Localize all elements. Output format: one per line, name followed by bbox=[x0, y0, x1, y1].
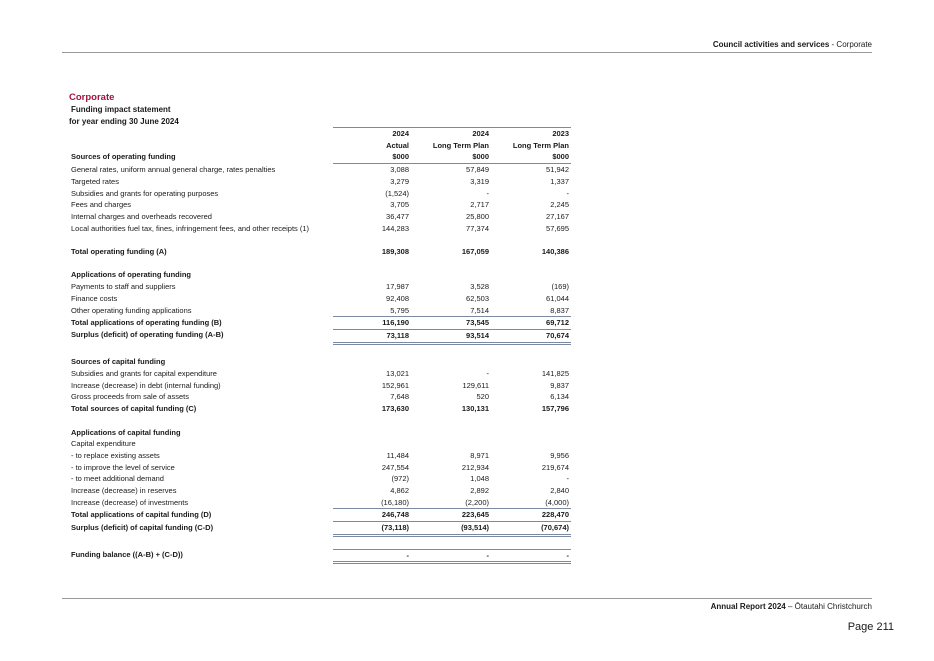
col2-unit: $000 bbox=[411, 151, 491, 163]
cell-value: 212,934 bbox=[461, 462, 489, 472]
cell-value: 77,374 bbox=[466, 223, 489, 233]
page-title: Corporate bbox=[69, 92, 115, 103]
cell-value: 27,167 bbox=[546, 211, 569, 221]
cell-value: - bbox=[566, 474, 569, 484]
table-row bbox=[69, 509, 571, 522]
spacer-row bbox=[69, 535, 571, 549]
table-row bbox=[69, 438, 571, 450]
table-row bbox=[69, 462, 571, 474]
cell-value: - bbox=[411, 549, 491, 563]
cell-value: 17,987 bbox=[386, 282, 409, 292]
row-label: Surplus (deficit) of capital funding (C-D) bbox=[71, 522, 214, 532]
cell-value: - bbox=[486, 188, 489, 198]
cell-value: 140,386 bbox=[541, 247, 569, 257]
row-label: - to improve the level of service bbox=[71, 462, 175, 472]
running-header bbox=[713, 40, 872, 49]
col2-basis: Long Term Plan bbox=[432, 140, 489, 150]
cell-value: (2,200) bbox=[411, 497, 491, 509]
cell-value: 228,470 bbox=[491, 509, 571, 522]
cell-value: (4,000) bbox=[491, 497, 571, 509]
cell-value: - bbox=[491, 549, 571, 563]
cell-value: 73,545 bbox=[411, 317, 491, 330]
row-label: Total applications of operating funding (B) bbox=[71, 317, 222, 327]
row-label: Increase (decrease) of investments bbox=[71, 497, 189, 507]
table-row bbox=[69, 176, 571, 188]
cell-value: 57,695 bbox=[546, 223, 569, 233]
cell-value: (972) bbox=[391, 474, 409, 484]
table-row bbox=[69, 199, 571, 211]
cell-value: 8,837 bbox=[491, 305, 571, 317]
cell-value: 520 bbox=[476, 392, 489, 402]
row-label: Internal charges and overheads recovered bbox=[71, 211, 212, 221]
row-label: Targeted rates bbox=[71, 176, 119, 186]
footer-report: Annual Report 2024 bbox=[710, 602, 786, 611]
cell-value: 61,044 bbox=[546, 293, 569, 303]
footer-city: – Ōtautahi Christchurch bbox=[785, 602, 872, 611]
statement-period: for year ending 30 June 2024 bbox=[69, 117, 179, 126]
row-label: Surplus (deficit) of operating funding (A-B) bbox=[71, 330, 224, 340]
cell-value: 2,840 bbox=[550, 486, 569, 496]
cell-value bbox=[491, 438, 571, 450]
statement-title: Funding impact statement bbox=[71, 105, 171, 114]
cell-value: 247,554 bbox=[381, 462, 409, 472]
cell-value: 6,134 bbox=[550, 392, 569, 402]
column-header-row-1 bbox=[69, 128, 571, 140]
cell-value: (73,118) bbox=[333, 522, 411, 536]
column-header-row-2 bbox=[69, 140, 571, 152]
cell-value: 5,795 bbox=[333, 305, 411, 317]
cell-value: 2,717 bbox=[470, 200, 489, 210]
cell-value: 13,021 bbox=[386, 369, 409, 379]
table-row bbox=[69, 403, 571, 415]
table-row bbox=[69, 305, 571, 317]
section-heading-row bbox=[69, 356, 571, 368]
row-label: - to replace existing assets bbox=[71, 450, 160, 460]
cell-value: 62,503 bbox=[466, 293, 489, 303]
cell-value: 4,862 bbox=[390, 486, 409, 496]
cell-value: - bbox=[486, 369, 489, 379]
cell-value: 3,319 bbox=[470, 176, 489, 186]
col2-year: 2024 bbox=[411, 128, 491, 140]
cell-value: (16,180) bbox=[333, 497, 411, 509]
cell-value: 93,514 bbox=[411, 329, 491, 343]
row-label: Local authorities fuel tax, fines, infringement fees, and other receipts (1) bbox=[71, 223, 310, 233]
table-row bbox=[69, 329, 571, 343]
row-label: Payments to staff and suppliers bbox=[71, 282, 176, 292]
cell-value bbox=[333, 438, 411, 450]
cell-value: 2,892 bbox=[470, 486, 489, 496]
row-label: Increase (decrease) in reserves bbox=[71, 486, 177, 496]
spacer-row bbox=[69, 415, 571, 427]
cell-value: 144,283 bbox=[381, 223, 409, 233]
cell-value: 152,961 bbox=[381, 380, 409, 390]
cell-value: (1,524) bbox=[385, 188, 409, 198]
row-label: Fees and charges bbox=[71, 200, 132, 210]
cell-value: 25,800 bbox=[466, 211, 489, 221]
cell-value: 3,705 bbox=[390, 200, 409, 210]
table-row bbox=[69, 450, 571, 462]
row-label: Total operating funding (A) bbox=[71, 247, 167, 257]
cell-value: 92,408 bbox=[386, 293, 409, 303]
row-label: General rates, uniform annual general charge, rates penalties bbox=[71, 164, 276, 174]
col1-year: 2024 bbox=[333, 128, 411, 140]
header-rule bbox=[62, 52, 872, 53]
row-label: Capital expenditure bbox=[71, 439, 136, 449]
cell-value: (169) bbox=[551, 282, 569, 292]
section-heading-row bbox=[69, 269, 571, 281]
table-row bbox=[69, 281, 571, 293]
cell-value: 69,712 bbox=[491, 317, 571, 330]
table-row bbox=[69, 188, 571, 200]
table-row bbox=[69, 391, 571, 403]
col1-basis: Actual bbox=[386, 140, 409, 150]
row-label: Sources of capital funding bbox=[71, 357, 166, 367]
cell-value: 36,477 bbox=[386, 211, 409, 221]
header-section: Council activities and services bbox=[712, 40, 830, 49]
cell-value: 223,645 bbox=[411, 509, 491, 522]
col3-unit: $000 bbox=[491, 151, 571, 163]
cell-value: 8,971 bbox=[470, 450, 489, 460]
table-row bbox=[69, 473, 571, 485]
row-label: Sources of operating funding bbox=[71, 152, 176, 162]
table-row bbox=[69, 380, 571, 392]
row-label: Gross proceeds from sale of assets bbox=[71, 392, 189, 402]
cell-value: 173,630 bbox=[381, 404, 409, 414]
row-label: Subsidies and grants for capital expenditure bbox=[71, 369, 217, 379]
cell-value: 51,942 bbox=[546, 165, 569, 175]
footer-rule bbox=[62, 598, 872, 599]
row-label: - to meet additional demand bbox=[71, 474, 164, 484]
row-label: Subsidies and grants for operating purposes bbox=[71, 188, 219, 198]
row-label: Applications of capital funding bbox=[71, 427, 181, 437]
cell-value: (93,514) bbox=[411, 522, 491, 536]
cell-value: 1,048 bbox=[470, 474, 489, 484]
cell-value: 246,748 bbox=[333, 509, 411, 522]
col1-unit: $000 bbox=[333, 151, 411, 163]
row-label: Total applications of capital funding (D) bbox=[71, 509, 212, 519]
section-heading-row bbox=[69, 151, 571, 163]
cell-value: 9,837 bbox=[550, 380, 569, 390]
cell-value: 2,245 bbox=[550, 200, 569, 210]
table-row bbox=[69, 497, 571, 509]
spacer-row bbox=[69, 343, 571, 356]
table-row bbox=[69, 211, 571, 223]
row-label: Funding balance ((A-B) + (C-D)) bbox=[71, 550, 183, 560]
table-row bbox=[69, 485, 571, 497]
cell-value: - bbox=[333, 549, 411, 563]
cell-value: 219,674 bbox=[541, 462, 569, 472]
cell-value: 129,611 bbox=[462, 380, 489, 390]
cell-value: 70,674 bbox=[491, 329, 571, 343]
cell-value: 7,514 bbox=[411, 305, 491, 317]
page-number: Page 211 bbox=[847, 621, 894, 633]
cell-value: 3,528 bbox=[470, 282, 489, 292]
header-subsection: - Corporate bbox=[829, 40, 872, 49]
cell-value: 157,796 bbox=[541, 404, 569, 414]
cell-value: 7,648 bbox=[390, 392, 409, 402]
table-row bbox=[69, 223, 571, 246]
row-label: Other operating funding applications bbox=[71, 305, 192, 315]
funding-impact-table bbox=[69, 127, 571, 564]
cell-value: (70,674) bbox=[491, 522, 571, 536]
cell-value: 167,059 bbox=[461, 247, 489, 257]
col3-year: 2023 bbox=[491, 128, 571, 140]
section-heading-row bbox=[69, 427, 571, 439]
cell-value: 116,190 bbox=[333, 317, 411, 330]
row-label: Total sources of capital funding (C) bbox=[71, 404, 197, 414]
table-row bbox=[69, 246, 571, 258]
cell-value: 11,484 bbox=[386, 450, 409, 460]
table-row bbox=[69, 164, 571, 176]
cell-value: 9,956 bbox=[550, 450, 569, 460]
col3-basis: Long Term Plan bbox=[512, 140, 569, 150]
cell-value bbox=[411, 438, 491, 450]
row-label: Applications of operating funding bbox=[71, 270, 191, 280]
cell-value: 3,279 bbox=[390, 176, 409, 186]
table-row bbox=[69, 317, 571, 330]
cell-value: 141,825 bbox=[541, 369, 569, 379]
cell-value: 57,849 bbox=[466, 165, 489, 175]
cell-value: - bbox=[566, 188, 569, 198]
running-footer bbox=[711, 602, 872, 611]
cell-value: 3,088 bbox=[390, 165, 409, 175]
table-row bbox=[69, 368, 571, 380]
row-label: Increase (decrease) in debt (internal funding) bbox=[71, 380, 221, 390]
cell-value: 1,337 bbox=[550, 176, 569, 186]
cell-value: 73,118 bbox=[333, 329, 411, 343]
spacer-row bbox=[69, 258, 571, 270]
cell-value: 189,308 bbox=[381, 247, 409, 257]
row-label: Finance costs bbox=[71, 293, 118, 303]
table-row bbox=[69, 522, 571, 536]
table-row bbox=[69, 549, 571, 563]
table-row bbox=[69, 293, 571, 305]
cell-value: 130,131 bbox=[461, 404, 489, 414]
